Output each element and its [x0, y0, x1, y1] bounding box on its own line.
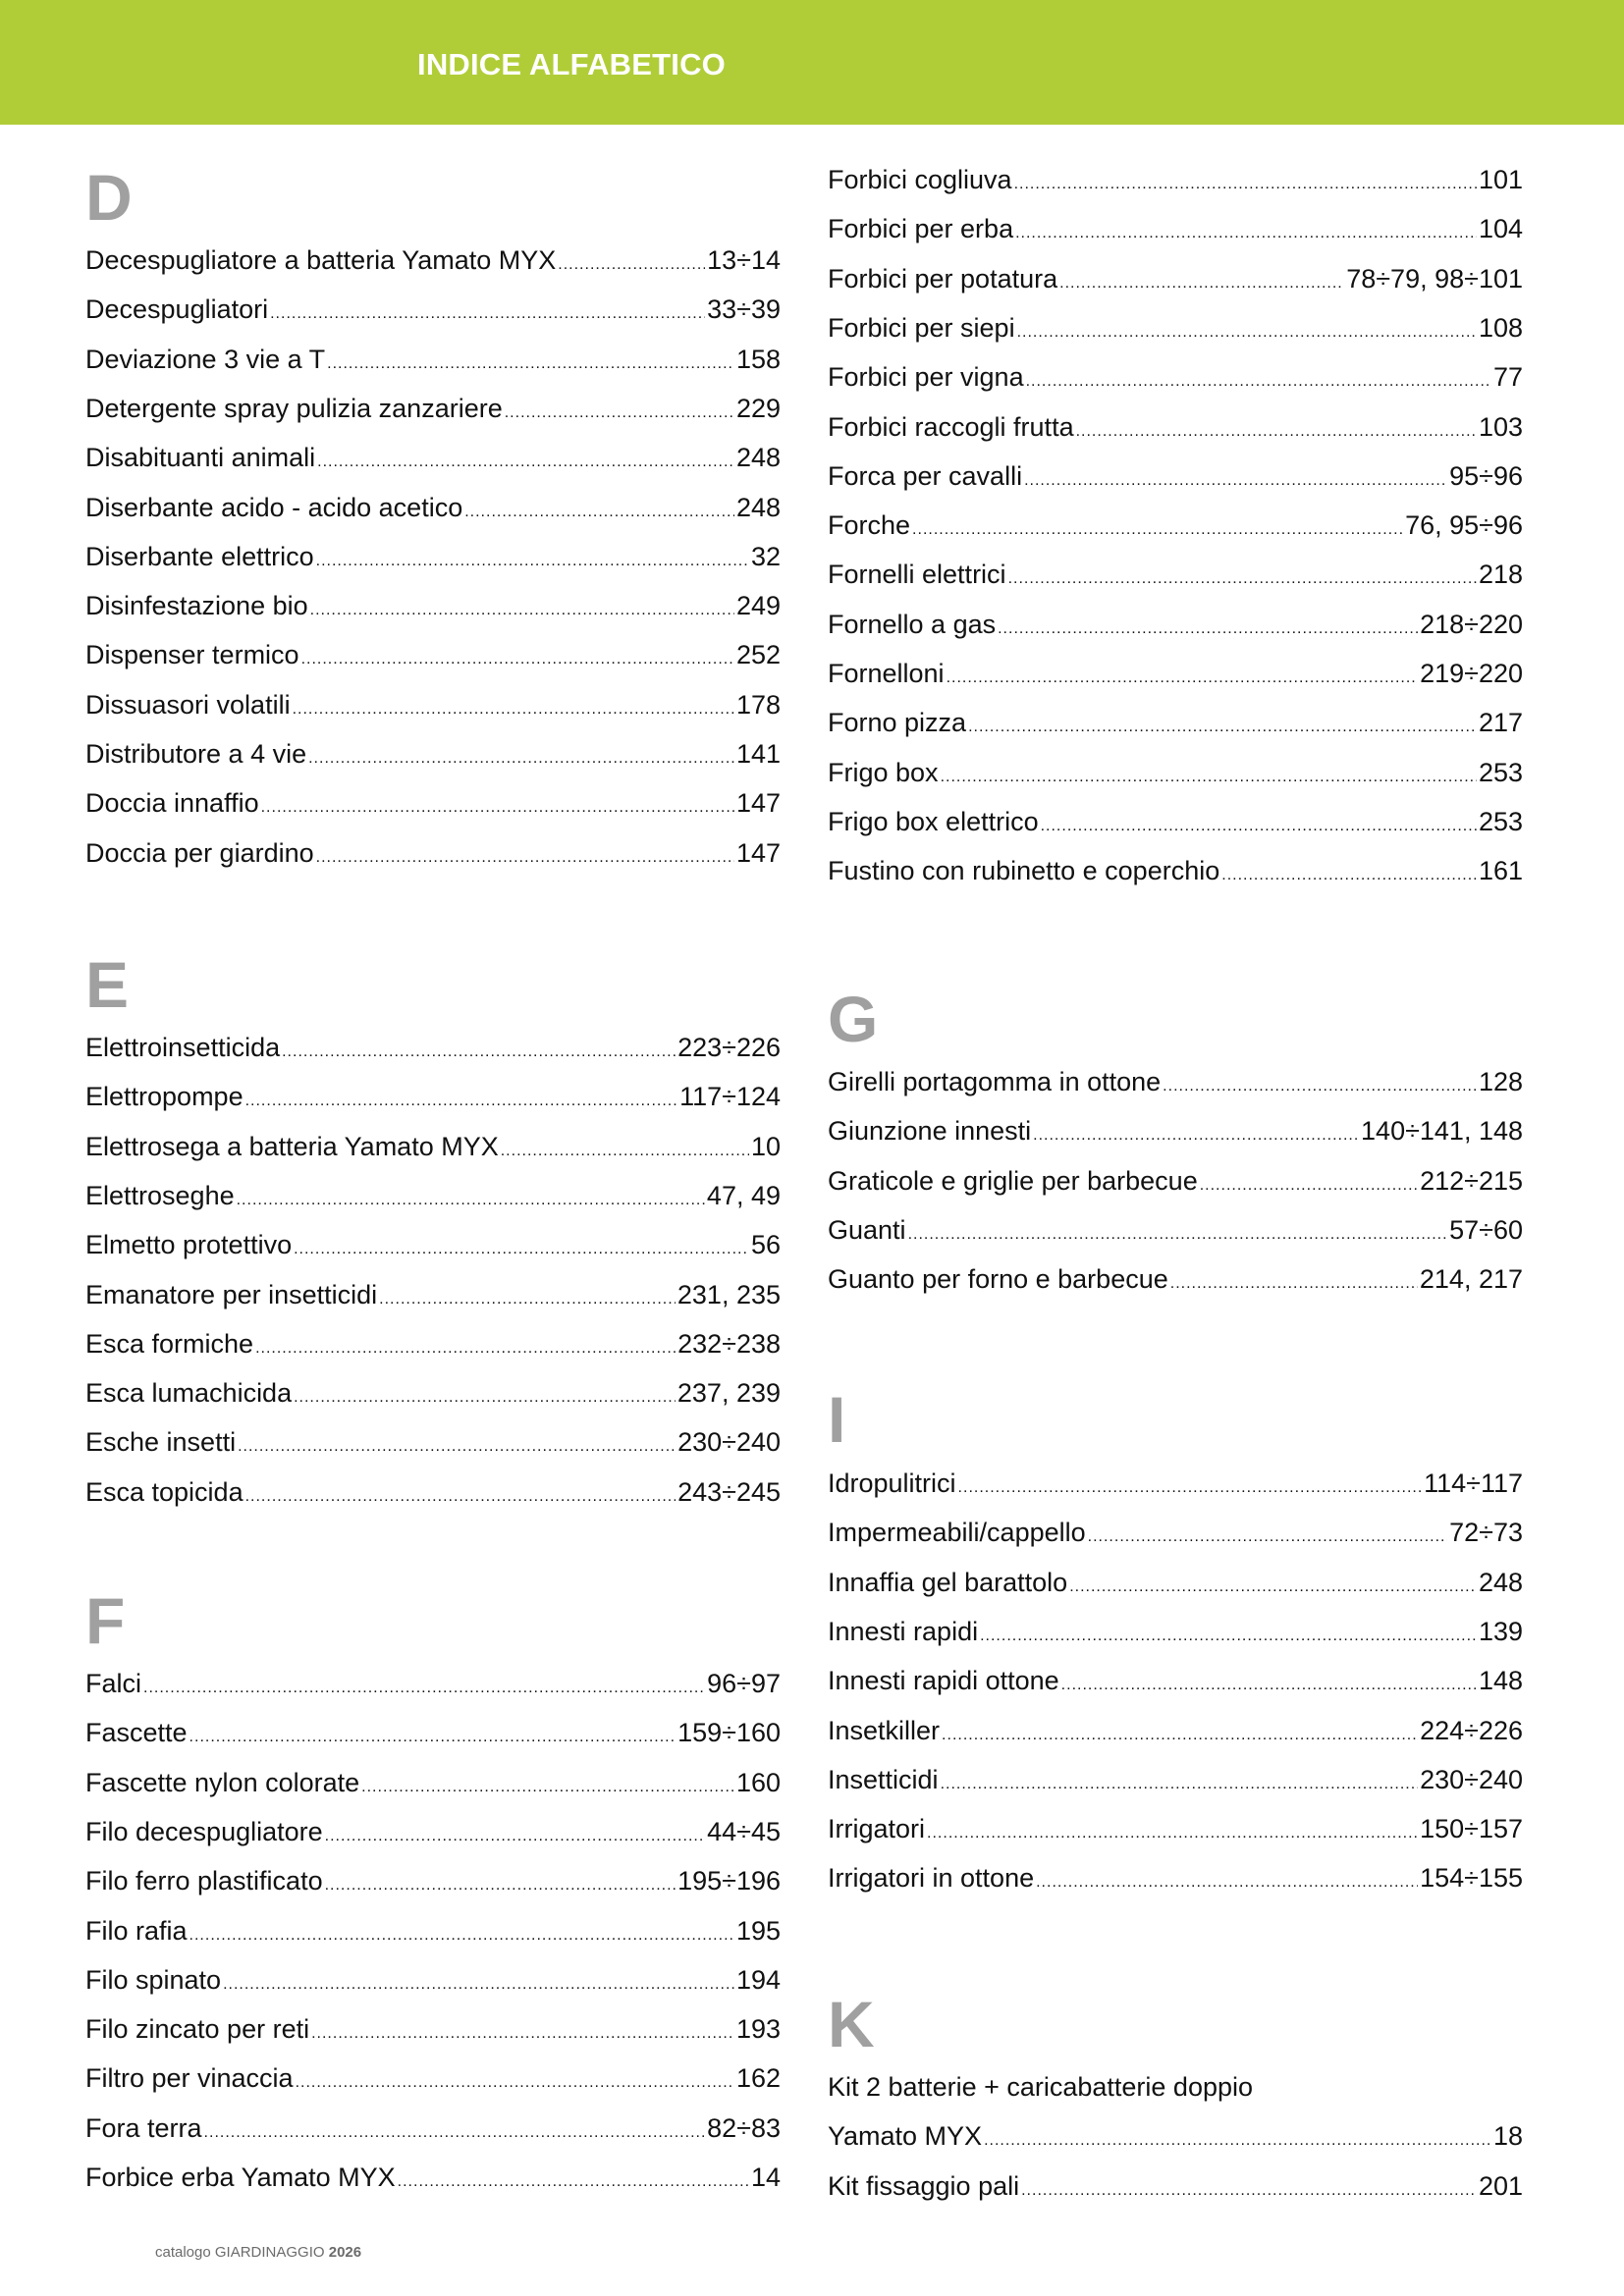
- entry-page-number: 248: [1478, 1567, 1523, 1597]
- dot-leader: [1041, 807, 1477, 841]
- index-entry: [828, 407, 1523, 447]
- index-entry: [85, 438, 781, 477]
- entry-label: Innesti rapidi ottone: [828, 1666, 1059, 1696]
- dot-leader: [912, 510, 1403, 545]
- dot-leader: [327, 345, 734, 379]
- index-entry: [85, 1911, 781, 1950]
- entry-page-number: 57÷60: [1449, 1214, 1523, 1245]
- index-entry: [828, 308, 1523, 347]
- entry-page-number: 18: [1492, 2121, 1523, 2152]
- entry-label: Distributore a 4 vie: [85, 739, 307, 769]
- entry-page-number: 214, 217: [1419, 1264, 1523, 1295]
- entry-page-number: 108: [1478, 312, 1523, 343]
- dot-leader: [1026, 362, 1491, 397]
- index-entry: [85, 2109, 781, 2148]
- entry-page-number: 201: [1478, 2170, 1523, 2201]
- entry-page-number: 47, 49: [706, 1180, 781, 1210]
- entry-label: Forbici cogliuva: [828, 165, 1012, 194]
- entry-page-number: 253: [1478, 757, 1523, 787]
- index-entry: [828, 1858, 1523, 1897]
- entry-page-number: 150÷157: [1420, 1814, 1523, 1844]
- dot-leader: [282, 1033, 676, 1067]
- footer-year: 2026: [328, 2244, 362, 2261]
- entry-page-number: 128: [1478, 1067, 1523, 1096]
- index-entry: [828, 1062, 1523, 1101]
- dot-leader: [245, 1477, 676, 1512]
- index-entry: [85, 783, 781, 823]
- entry-page-number: 148: [1478, 1666, 1523, 1696]
- entry-label: Kit 2 batterie + caricabatterie doppio: [828, 2072, 1254, 2102]
- index-entry: [828, 703, 1523, 742]
- entry-page-number: 237, 239: [677, 1378, 781, 1409]
- dot-leader: [316, 838, 734, 873]
- entry-page-number: 141: [735, 739, 781, 769]
- dot-leader: [1069, 1568, 1477, 1602]
- index-entry: [85, 1812, 781, 1851]
- dot-leader: [204, 2113, 706, 2148]
- dot-leader: [296, 2063, 734, 2098]
- entry-page-number: 231, 235: [677, 1279, 781, 1309]
- entry-label: Elmetto protettivo: [85, 1230, 293, 1260]
- dot-leader: [255, 1329, 676, 1363]
- index-entry: [85, 1373, 781, 1413]
- entry-page-number: 78÷79, 98÷101: [1346, 263, 1523, 294]
- index-entry: [85, 2158, 781, 2197]
- entry-page-number: 195÷196: [677, 1866, 781, 1896]
- entry-label: Disinfestazione bio: [85, 591, 308, 621]
- index-entry: [828, 1809, 1523, 1848]
- entry-label: Insetkiller: [828, 1715, 941, 1745]
- entry-page-number: 212÷215: [1420, 1165, 1523, 1196]
- index-entry: [828, 1661, 1523, 1700]
- dot-leader: [361, 1768, 734, 1802]
- entry-label: Esca topicida: [85, 1476, 244, 1507]
- index-entry: [85, 1960, 781, 2000]
- index-entry: [828, 2166, 1523, 2206]
- dot-leader: [505, 394, 734, 428]
- entry-label: Fornelli elettrici: [828, 560, 1006, 590]
- index-entry: [85, 734, 781, 774]
- entry-page-number: 193: [735, 2014, 781, 2045]
- entry-label: Deviazione 3 vie a T: [85, 344, 326, 374]
- dot-leader: [325, 1866, 676, 1900]
- entry-label: Yamato MYX: [828, 2121, 983, 2152]
- dot-leader: [1163, 1067, 1477, 1101]
- dot-leader: [316, 542, 749, 576]
- entry-label: Emanatore per insetticidi: [85, 1279, 378, 1309]
- dot-leader: [1024, 461, 1447, 496]
- dot-leader: [1021, 2171, 1477, 2206]
- section-letter-i: I: [828, 1383, 846, 1456]
- entry-page-number: 223÷226: [677, 1033, 781, 1062]
- dot-leader: [189, 1916, 734, 1950]
- index-entry: [828, 1161, 1523, 1201]
- dot-leader: [998, 610, 1418, 644]
- index-entry: [828, 2116, 1523, 2156]
- section-letter-k: K: [828, 1988, 875, 2060]
- entry-label: Detergente spray pulizia zanzariere: [85, 393, 503, 423]
- dot-leader: [1036, 1863, 1418, 1897]
- section-letter-g: G: [828, 983, 879, 1055]
- index-entry: [828, 1259, 1523, 1299]
- entry-label: Decespugliatore a batteria Yamato MYX: [85, 245, 557, 275]
- dot-leader: [1170, 1264, 1418, 1299]
- section-letter-e: E: [85, 948, 130, 1021]
- dot-leader: [1008, 560, 1477, 594]
- page-title: INDICE ALFABETICO: [417, 47, 726, 81]
- dot-leader: [1017, 313, 1477, 347]
- entry-page-number: 249: [735, 591, 781, 621]
- index-entry: [828, 1464, 1523, 1503]
- entry-label: Elettrosega a batteria Yamato MYX: [85, 1131, 499, 1161]
- entry-page-number: 82÷83: [707, 2112, 781, 2143]
- index-entry: [85, 2009, 781, 2049]
- index-entry: [85, 1472, 781, 1512]
- index-entry: [85, 389, 781, 428]
- entry-label: Giunzione innesti: [828, 1116, 1032, 1147]
- entry-label: Esca lumachicida: [85, 1378, 293, 1409]
- index-entry: [85, 240, 781, 280]
- entry-page-number: 219÷220: [1420, 659, 1523, 688]
- entry-page-number: 95÷96: [1449, 460, 1523, 491]
- index-entry: [828, 753, 1523, 792]
- entry-label: Filo ferro plastificato: [85, 1866, 323, 1896]
- entry-page-number: 217: [1478, 708, 1523, 738]
- entry-label: Forca per cavalli: [828, 460, 1023, 491]
- dot-leader: [941, 1765, 1419, 1799]
- entry-page-number: 103: [1478, 411, 1523, 442]
- entry-label: Forbici per vigna: [828, 362, 1024, 393]
- index-entry: [828, 654, 1523, 693]
- index-entry: [85, 1422, 781, 1462]
- index-entry: [85, 635, 781, 674]
- dot-leader: [980, 1617, 1477, 1651]
- entry-page-number: 33÷39: [707, 294, 781, 325]
- entry-label: Dissuasori volatili: [85, 689, 291, 720]
- entry-label: Forbice erba Yamato MYX: [85, 2163, 396, 2192]
- dot-leader: [1076, 412, 1477, 447]
- entry-label: Doccia per giardino: [85, 837, 314, 868]
- entry-label: Frigo box: [828, 757, 939, 787]
- index-entry: [828, 1563, 1523, 1602]
- dot-leader: [325, 1817, 705, 1851]
- entry-page-number: 194: [735, 1964, 781, 1995]
- index-entry: [828, 456, 1523, 496]
- entry-label: Fascette: [85, 1718, 188, 1748]
- dot-leader: [238, 1427, 676, 1462]
- entry-label: Forbici per potatura: [828, 263, 1058, 294]
- entry-page-number: 159÷160: [677, 1718, 781, 1748]
- entry-page-number: 44÷45: [707, 1816, 781, 1846]
- entry-page-number: 232÷238: [677, 1328, 781, 1359]
- entry-label: Diserbante acido - acido acetico: [85, 492, 463, 522]
- dot-leader: [1014, 165, 1477, 199]
- entry-label: Fornelloni: [828, 659, 945, 688]
- index-entry: [828, 555, 1523, 594]
- entry-label: Filo decespugliatore: [85, 1816, 323, 1846]
- entry-page-number: 195: [735, 1915, 781, 1946]
- dot-leader: [189, 1718, 677, 1752]
- dot-leader: [908, 1215, 1448, 1250]
- index-entry: [85, 1077, 781, 1116]
- index-entry: [828, 1513, 1523, 1552]
- section-letter-f: F: [85, 1584, 126, 1657]
- entry-page-number: 161: [1478, 856, 1523, 886]
- entry-label: Filtro per vinaccia: [85, 2063, 294, 2094]
- dot-leader: [237, 1181, 705, 1215]
- entry-label: Girelli portagomma in ottone: [828, 1067, 1162, 1096]
- entry-page-number: 229: [735, 393, 781, 423]
- footer-catalog-label: catalogo GIARDINAGGIO: [155, 2244, 325, 2261]
- index-entry: [85, 1127, 781, 1166]
- entry-page-number: 224÷226: [1420, 1715, 1523, 1745]
- entry-page-number: 218÷220: [1420, 609, 1523, 639]
- entry-page-number: 154÷155: [1420, 1863, 1523, 1894]
- dot-leader: [984, 2121, 1491, 2156]
- index-entry: [85, 537, 781, 576]
- dot-leader: [261, 788, 734, 823]
- dot-leader: [1061, 1666, 1477, 1700]
- entry-label: Fascette nylon colorate: [85, 1767, 360, 1797]
- entry-label: Forno pizza: [828, 708, 967, 738]
- entry-page-number: 178: [735, 689, 781, 720]
- entry-label: Filo rafia: [85, 1915, 188, 1946]
- index-entry: [828, 160, 1523, 199]
- index-entry: [85, 1861, 781, 1900]
- entry-page-number: 72÷73: [1449, 1518, 1523, 1548]
- entry-page-number: 252: [735, 640, 781, 670]
- entry-label: Fustino con rubinetto e coperchio: [828, 856, 1220, 886]
- entry-page-number: 218: [1478, 560, 1523, 590]
- entry-label: Idropulitrici: [828, 1468, 956, 1498]
- entry-page-number: 230÷240: [1420, 1764, 1523, 1794]
- dot-leader: [501, 1132, 749, 1166]
- index-entry: [85, 833, 781, 873]
- dot-leader: [1221, 856, 1477, 890]
- entry-page-number: 160: [735, 1767, 781, 1797]
- index-entry: [85, 1713, 781, 1752]
- index-entry: [85, 488, 781, 527]
- dot-leader: [308, 739, 734, 774]
- entry-label: Filo spinato: [85, 1964, 222, 1995]
- entry-page-number: 140÷141, 148: [1361, 1116, 1523, 1147]
- dot-leader: [317, 443, 734, 477]
- entry-page-number: 147: [735, 837, 781, 868]
- entry-label: Elettroinsetticida: [85, 1033, 281, 1062]
- entry-page-number: 230÷240: [677, 1427, 781, 1458]
- entry-label: Guanto per forno e barbecue: [828, 1264, 1168, 1295]
- index-entry: [85, 2058, 781, 2098]
- index-entry: [85, 1275, 781, 1314]
- index-entry: [828, 357, 1523, 397]
- dot-leader: [1015, 214, 1477, 248]
- entry-label: Forbici per siepi: [828, 312, 1015, 343]
- entry-label: Elettroseghe: [85, 1180, 235, 1210]
- dot-leader: [245, 1082, 677, 1116]
- section-letter-d: D: [85, 161, 133, 234]
- dot-leader: [311, 2014, 734, 2049]
- entry-page-number: 13÷14: [707, 245, 781, 275]
- index-entry: [85, 1028, 781, 1067]
- entry-label: Decespugliatori: [85, 294, 269, 325]
- index-entry: [828, 802, 1523, 841]
- dot-leader: [1200, 1166, 1418, 1201]
- dot-leader: [1088, 1518, 1447, 1552]
- entry-page-number: 162: [735, 2063, 781, 2094]
- index-entry: [828, 259, 1523, 298]
- entry-page-number: 101: [1478, 165, 1523, 194]
- dot-leader: [927, 1814, 1418, 1848]
- index-entry: [85, 586, 781, 625]
- index-entry: [828, 2067, 1523, 2107]
- entry-label: Innesti rapidi: [828, 1616, 979, 1646]
- entry-page-number: 158: [735, 344, 781, 374]
- entry-page-number: 76, 95÷96: [1405, 510, 1523, 541]
- index-entry: [828, 1711, 1523, 1750]
- entry-label: Dispenser termico: [85, 640, 299, 670]
- footer: [155, 2244, 361, 2261]
- entry-page-number: 243÷245: [677, 1476, 781, 1507]
- entry-label: Guanti: [828, 1214, 906, 1245]
- dot-leader: [270, 294, 705, 329]
- entry-page-number: 10: [750, 1131, 781, 1161]
- dot-leader: [223, 1965, 734, 2000]
- entry-label: Disabituanti animali: [85, 443, 316, 473]
- dot-leader: [398, 2163, 749, 2197]
- dot-leader: [1033, 1116, 1359, 1150]
- dot-leader: [942, 1716, 1418, 1750]
- entry-page-number: 96÷97: [707, 1669, 781, 1698]
- entry-page-number: 77: [1492, 362, 1523, 393]
- left-column: [85, 0, 781, 2296]
- entry-label: Graticole e griglie per barbecue: [828, 1165, 1198, 1196]
- entry-label: Forche: [828, 510, 911, 541]
- entry-label: Elettropompe: [85, 1082, 244, 1112]
- dot-leader: [941, 758, 1477, 792]
- entry-label: Forbici raccogli frutta: [828, 411, 1074, 442]
- dot-leader: [958, 1468, 1423, 1503]
- dot-leader: [301, 640, 734, 674]
- entry-label: Impermeabili/cappello: [828, 1518, 1086, 1548]
- dot-leader: [968, 708, 1477, 742]
- index-entry: [85, 340, 781, 379]
- entry-label: Doccia innaffio: [85, 788, 259, 819]
- index-entry: [828, 1760, 1523, 1799]
- index-entry: [828, 506, 1523, 545]
- entry-page-number: 139: [1478, 1616, 1523, 1646]
- dot-leader: [310, 591, 734, 625]
- entry-label: Diserbante elettrico: [85, 541, 314, 571]
- entry-label: Fornello a gas: [828, 609, 997, 639]
- entry-label: Irrigatori: [828, 1814, 926, 1844]
- dot-leader: [379, 1280, 676, 1314]
- entry-page-number: 248: [735, 443, 781, 473]
- dot-leader: [293, 690, 734, 724]
- dot-leader: [464, 493, 734, 527]
- entry-label: Innaffia gel barattolo: [828, 1567, 1068, 1597]
- dot-leader: [143, 1669, 705, 1703]
- entry-label: Frigo box elettrico: [828, 806, 1039, 836]
- index-entry: [85, 1225, 781, 1264]
- entry-label: Falci: [85, 1669, 142, 1698]
- entry-page-number: 14: [750, 2163, 781, 2192]
- index-entry: [85, 1324, 781, 1363]
- dot-leader: [294, 1230, 749, 1264]
- entry-label: Esche insetti: [85, 1427, 237, 1458]
- index-entry: [828, 1210, 1523, 1250]
- entry-label: Forbici per erba: [828, 214, 1014, 244]
- dot-leader: [1059, 264, 1344, 298]
- index-entry: [828, 605, 1523, 644]
- entry-label: Esca formiche: [85, 1328, 254, 1359]
- index-entry: [85, 685, 781, 724]
- entry-label: Fora terra: [85, 2112, 202, 2143]
- index-entry: [828, 1111, 1523, 1150]
- right-column: [828, 0, 1523, 2296]
- entry-page-number: 32: [750, 541, 781, 571]
- entry-label: Kit fissaggio pali: [828, 2170, 1020, 2201]
- entry-page-number: 104: [1478, 214, 1523, 244]
- index-entry: [828, 209, 1523, 248]
- dot-leader: [947, 659, 1419, 693]
- index-entry: [828, 851, 1523, 890]
- entry-page-number: 117÷124: [679, 1082, 781, 1112]
- entry-page-number: 114÷117: [1424, 1468, 1523, 1498]
- entry-page-number: 253: [1478, 806, 1523, 836]
- entry-label: Irrigatori in ottone: [828, 1863, 1035, 1894]
- entry-label: Insetticidi: [828, 1764, 939, 1794]
- entry-page-number: 56: [750, 1230, 781, 1260]
- entry-page-number: 147: [735, 788, 781, 819]
- index-entry: [828, 1612, 1523, 1651]
- dot-leader: [294, 1378, 676, 1413]
- dot-leader: [558, 245, 705, 280]
- index-entry: [85, 1763, 781, 1802]
- index-entry: [85, 290, 781, 329]
- index-entry: [85, 1176, 781, 1215]
- index-entry: [85, 1664, 781, 1703]
- entry-label: Filo zincato per reti: [85, 2014, 310, 2045]
- entry-page-number: 248: [735, 492, 781, 522]
